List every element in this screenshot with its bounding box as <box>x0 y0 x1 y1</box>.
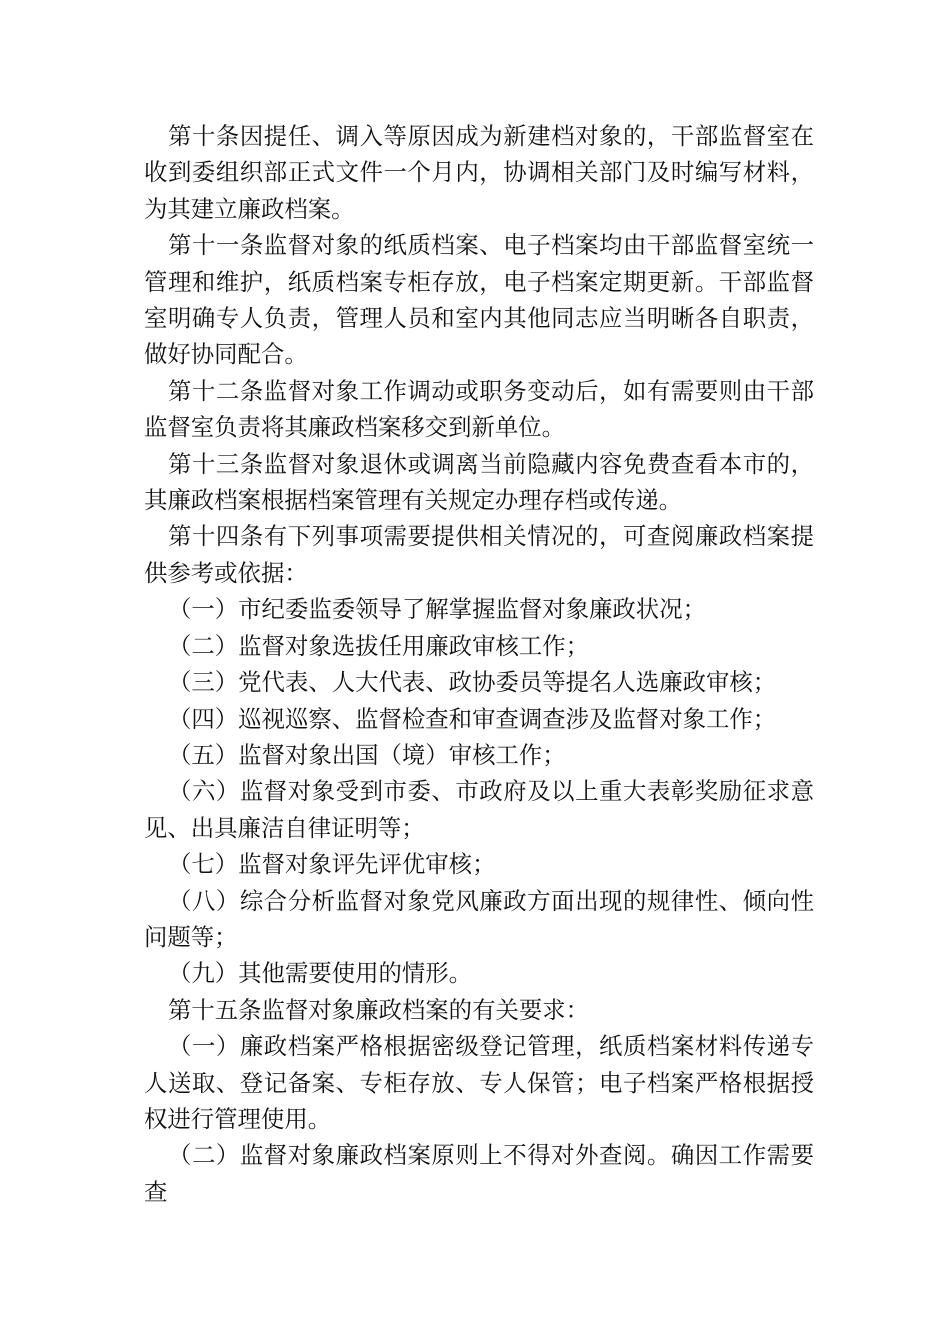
article-14-item-8: （八）综合分析监督对象党风廉政方面出现的规律性、倾向性问题等； <box>144 886 814 951</box>
article-14-item-1: （一）市纪委监委领导了解掌握监督对象廉政状况； <box>168 595 706 624</box>
article-15-paragraph: 第十五条监督对象廉政档案的有关要求： <box>168 995 590 1024</box>
article-10-paragraph: 第十条因提任、调入等原因成为新建档对象的，干部监督室在收到委组织部正式文件一个月内，协调相关部门及时编写材料，为其建立廉政档案。 <box>144 122 814 223</box>
article-14-item-7: （七）监督对象评先评优审核； <box>168 850 496 879</box>
article-14-item-2: （二）监督对象选拔任用廉政审核工作； <box>168 631 590 660</box>
article-11-paragraph: 第十一条监督对象的纸质档案、电子档案均由干部监督室统一管理和维护，纸质档案专柜存放，电子档案定期更新。干部监督室明确专人负责，管理人员和室内其他同志应当明晰各自职责，做好协同配合。 <box>144 231 814 369</box>
article-14-paragraph: 第十四条有下列事项需要提供相关情况的，可查阅廉政档案提供参考或依据： <box>144 522 814 587</box>
article-14-item-4: （四）巡视巡察、监督检查和审查调查涉及监督对象工作； <box>168 704 777 733</box>
article-13-paragraph: 第十三条监督对象退休或调离当前隐藏内容免费查看本市的，其廉政档案根据档案管理有关规定办理存档或传递。 <box>144 449 814 515</box>
article-12-paragraph: 第十二条监督对象工作调动或职务变动后，如有需要则由干部监督室负责将其廉政档案移交到新单位。 <box>144 376 814 442</box>
article-15-item-1: （一）廉政档案严格根据密级登记管理，纸质档案材料传递专人送取、登记备案、专柜存放、专人保管；电子档案严格根据授权进行管理使用。 <box>144 1032 814 1133</box>
article-14-item-9: （九）其他需要使用的情形。 <box>168 959 473 988</box>
article-14-item-6: （六）监督对象受到市委、市政府及以上重大表彰奖励征求意见、出具廉洁自律证明等； <box>144 777 814 842</box>
article-15-item-2: （二）监督对象廉政档案原则上不得对外查阅。确因工作需要查 <box>144 1141 814 1206</box>
article-14-item-3: （三）党代表、人大代表、政协委员等提名人选廉政审核； <box>168 668 777 697</box>
document-body <box>144 118 814 1210</box>
article-14-item-5: （五）监督对象出国（境）审核工作； <box>168 740 566 769</box>
